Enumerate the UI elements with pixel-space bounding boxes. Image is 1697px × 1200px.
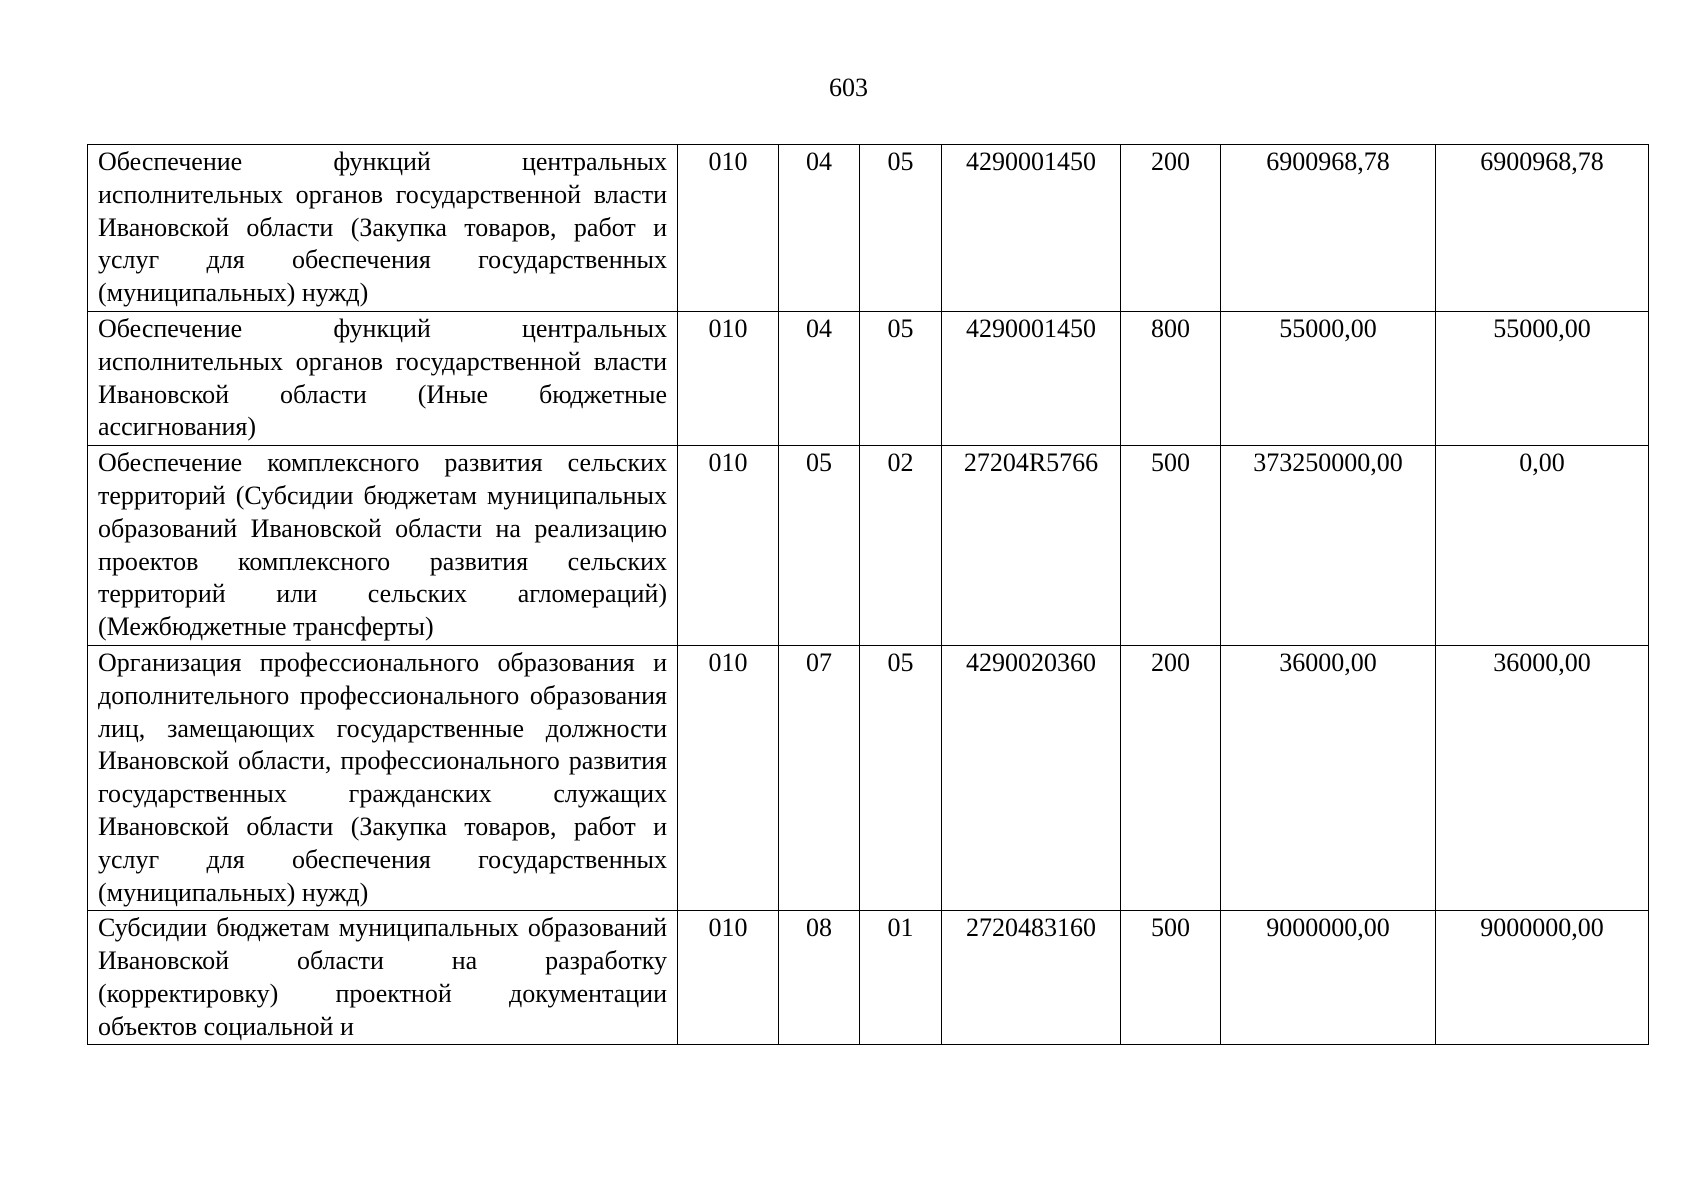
row-description: Организация профессионального образования и дополнительного профессионального образования лиц, замещающих государственные должности Ивановской области, профессионального развития государственных гражданских служащих Ивановской области (Закупка товаров, работ и услуг для обеспечения государственных (муниципальных) нужд) (88, 645, 678, 910)
amount-2: 0,00 (1436, 446, 1649, 646)
ministry-code: 010 (678, 645, 779, 910)
amount-1: 36000,00 (1221, 645, 1436, 910)
target-article-code: 4290020360 (942, 645, 1121, 910)
row-description-cell (88, 911, 678, 1045)
section-code: 04 (779, 311, 860, 445)
row-description: Субсидии бюджетам муниципальных образований Ивановской области на разработку (корректировку) проектной документации объектов социальной и (98, 913, 667, 1041)
amount-1: 373250000,00 (1221, 446, 1436, 646)
amount-1: 55000,00 (1221, 311, 1436, 445)
amount-1: 9000000,00 (1221, 911, 1436, 1045)
target-article-code: 27204R5766 (942, 446, 1121, 646)
table-row (88, 446, 1649, 646)
row-description: Обеспечение функций центральных исполнительных органов государственной власти Ивановской области (Закупка товаров, работ и услуг для обеспечения государственных (муниципальных) нужд) (88, 145, 678, 312)
page-number: 603 (829, 73, 868, 102)
table-row (88, 311, 1649, 445)
expense-type-code: 500 (1121, 911, 1221, 1045)
section-code: 05 (779, 446, 860, 646)
subsection-code: 02 (860, 446, 942, 646)
ministry-code: 010 (678, 911, 779, 1045)
amount-1: 6900968,78 (1221, 145, 1436, 312)
ministry-code: 010 (678, 446, 779, 646)
target-article-code: 4290001450 (942, 145, 1121, 312)
amount-2: 55000,00 (1436, 311, 1649, 445)
ministry-code: 010 (678, 145, 779, 312)
expense-type-code: 200 (1121, 645, 1221, 910)
subsection-code: 05 (860, 311, 942, 445)
subsection-code: 05 (860, 145, 942, 312)
subsection-code: 01 (860, 911, 942, 1045)
amount-2: 9000000,00 (1436, 911, 1649, 1045)
section-code: 04 (779, 145, 860, 312)
expense-type-code: 500 (1121, 446, 1221, 646)
budget-table (87, 144, 1649, 1045)
ministry-code: 010 (678, 311, 779, 445)
table-row (88, 645, 1649, 910)
target-article-code: 4290001450 (942, 311, 1121, 445)
section-code: 07 (779, 645, 860, 910)
target-article-code: 2720483160 (942, 911, 1121, 1045)
row-description: Обеспечение комплексного развития сельских территорий (Субсидии бюджетам муниципальных образований Ивановской области на реализацию проектов комплексного развития сельских территорий или сельских агломераций) (Межбюджетные трансферты) (88, 446, 678, 646)
subsection-code: 05 (860, 645, 942, 910)
table-row (88, 145, 1649, 312)
amount-2: 36000,00 (1436, 645, 1649, 910)
amount-2: 6900968,78 (1436, 145, 1649, 312)
section-code: 08 (779, 911, 860, 1045)
expense-type-code: 200 (1121, 145, 1221, 312)
row-description: Обеспечение функций центральных исполнительных органов государственной власти Ивановской области (Иные бюджетные ассигнования) (88, 311, 678, 445)
table-row (88, 911, 1649, 1045)
expense-type-code: 800 (1121, 311, 1221, 445)
